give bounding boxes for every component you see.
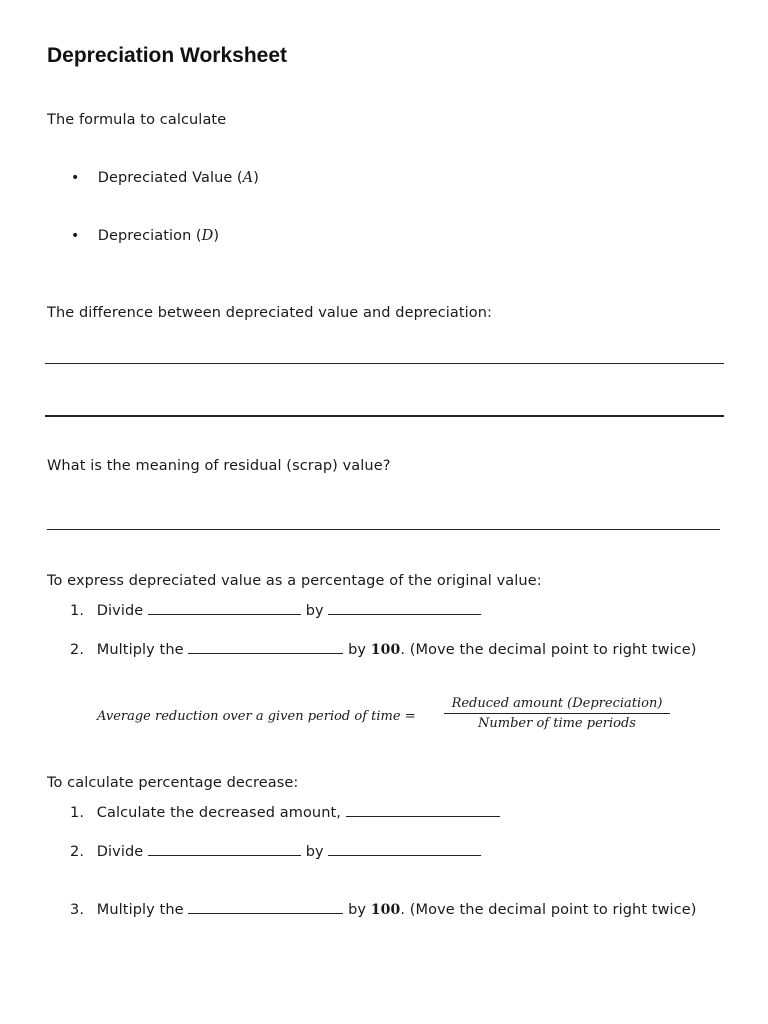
step-note: . (Move the decimal point to right twice) <box>400 902 697 918</box>
fraction-bar <box>444 713 670 714</box>
hundred-value: 100 <box>370 642 401 658</box>
step-number: 1. <box>70 805 85 821</box>
formula-lhs-text: Average reduction over a given period of time <box>97 709 401 724</box>
step-label: by <box>348 902 367 918</box>
step-label: Calculate the decreased amount, <box>96 805 341 821</box>
step-note: . (Move the decimal point to right twice) <box>400 642 697 658</box>
step-number: 2. <box>70 642 85 658</box>
answer-line[interactable] <box>47 529 720 530</box>
answer-line[interactable] <box>45 415 724 417</box>
intro-text: The formula to calculate <box>47 112 227 128</box>
formula-numerator: Reduced amount (Depreciation) <box>451 696 663 711</box>
answer-line[interactable] <box>45 363 724 364</box>
section-heading: To calculate percentage decrease: <box>47 775 299 791</box>
bullet-symbol: A <box>242 170 254 186</box>
step-label: Multiply the <box>96 642 184 658</box>
formula-lhs <box>97 709 416 724</box>
step-label: Multiply the <box>96 902 184 918</box>
list-item: • Depreciated Value (A) <box>71 170 259 186</box>
step-item <box>70 804 500 821</box>
hundred-value: 100 <box>370 902 401 918</box>
formula-denominator: Number of time periods <box>478 716 636 731</box>
bullet-icon: • <box>71 170 80 186</box>
step-label: by <box>305 603 324 619</box>
section-heading: To express depreciated value as a percentage of the original value: <box>47 573 542 589</box>
step-number: 1. <box>70 603 85 619</box>
step-number: 2. <box>70 844 85 860</box>
step-item <box>70 602 481 619</box>
bullet-label: Depreciation <box>97 228 192 244</box>
step-item <box>70 901 697 918</box>
fill-in-blank[interactable] <box>148 602 301 615</box>
difference-question: The difference between depreciated value and depreciation: <box>47 305 493 321</box>
fill-in-blank[interactable] <box>188 641 343 654</box>
step-label: Divide <box>96 603 144 619</box>
residual-question: What is the meaning of residual (scrap) value? <box>47 458 391 474</box>
step-label: by <box>305 844 324 860</box>
fill-in-blank[interactable] <box>346 804 500 817</box>
step-number: 3. <box>70 902 85 918</box>
formula-equals: = <box>404 709 416 724</box>
bullet-symbol: D <box>201 228 214 244</box>
fill-in-blank[interactable] <box>328 602 481 615</box>
bullet-icon: • <box>71 228 80 244</box>
step-item <box>70 843 481 860</box>
formula-fraction <box>441 696 673 731</box>
fill-in-blank[interactable] <box>148 843 301 856</box>
step-item <box>70 641 697 658</box>
fill-in-blank[interactable] <box>188 901 343 914</box>
page-title: Depreciation Worksheet <box>47 44 288 67</box>
list-item: • Depreciation (D) <box>71 228 220 244</box>
step-label: Divide <box>96 844 144 860</box>
fill-in-blank[interactable] <box>328 843 481 856</box>
step-label: by <box>348 642 367 658</box>
bullet-label: Depreciated Value <box>97 170 233 186</box>
